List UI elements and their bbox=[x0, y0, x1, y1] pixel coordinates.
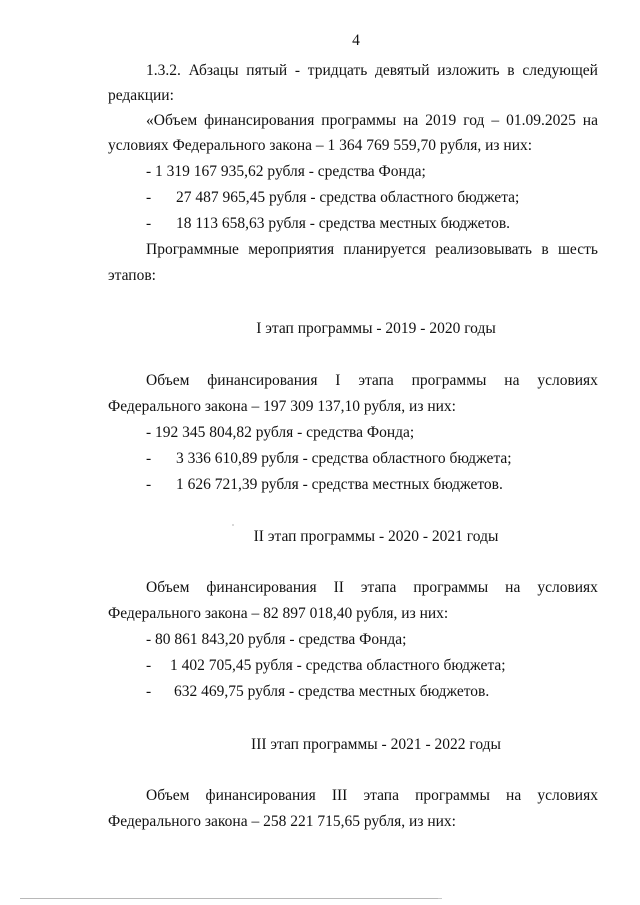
scan-edge-line bbox=[20, 898, 440, 899]
word: финансирования bbox=[204, 112, 315, 129]
scan-artifact bbox=[232, 524, 234, 526]
word: программы bbox=[411, 372, 487, 389]
stage-1-regional bbox=[146, 449, 512, 469]
stage-1-fund: - 192 345 804,82 рубля - средства Фонда; bbox=[146, 424, 415, 441]
program-total-line-1 bbox=[146, 111, 598, 131]
word: 2019 bbox=[425, 112, 457, 129]
program-total-regional bbox=[146, 188, 519, 208]
word: на bbox=[504, 372, 520, 389]
word: программы bbox=[415, 787, 490, 804]
word: I bbox=[335, 372, 341, 389]
word: этапа bbox=[363, 787, 399, 804]
item-text: 27 487 965,45 рубля - средства областного бюджета; bbox=[176, 189, 520, 206]
item-text: 632 469,75 рубля - средства местных бюджетов. bbox=[174, 683, 490, 700]
word: финансирования bbox=[207, 372, 318, 389]
word: финансирования bbox=[206, 579, 317, 596]
list-dash: - bbox=[146, 215, 152, 232]
word: Объем bbox=[146, 372, 190, 389]
list-dash: - bbox=[146, 450, 152, 467]
stage-2-local bbox=[146, 682, 489, 702]
word: Объем bbox=[146, 579, 190, 596]
stage-1-local bbox=[146, 475, 503, 495]
list-dash: - bbox=[146, 189, 152, 206]
stage-3-heading: III этап программы - 2021 - 2022 годы bbox=[251, 736, 501, 753]
list-dash: - bbox=[146, 476, 152, 493]
list-dash: - bbox=[146, 657, 152, 674]
word: программы bbox=[413, 579, 489, 596]
word: 01.09.2025 bbox=[506, 112, 576, 129]
program-total-fund: - 1 319 167 935,62 рубля - средства Фонда; bbox=[146, 163, 426, 180]
word: в bbox=[541, 241, 549, 258]
stage-2-line-2: Федерального закона – 82 897 018,40 рубля, из них: bbox=[108, 605, 449, 622]
stages-intro-line-1 bbox=[146, 240, 598, 260]
item-text: 1 402 705,45 рубля - средства областного бюджета; bbox=[170, 657, 506, 674]
stage-3-line-2: Федерального закона – 258 221 715,65 рубля, из них: bbox=[108, 813, 456, 830]
stage-1-heading: I этап программы - 2019 - 2020 годы bbox=[256, 320, 496, 337]
word: тридцать bbox=[307, 62, 368, 79]
word: следующей bbox=[522, 62, 598, 79]
item-text: 18 113 658,63 рубля - средства местных бюджетов. bbox=[176, 215, 511, 232]
word: Программные bbox=[146, 241, 239, 258]
program-total-local bbox=[146, 214, 510, 234]
intro-line-2: редакции: bbox=[108, 87, 174, 104]
stage-1-line-1 bbox=[146, 371, 598, 391]
word: программы bbox=[321, 112, 397, 129]
word: III bbox=[331, 787, 348, 804]
word: – bbox=[491, 112, 500, 129]
word: на bbox=[582, 112, 598, 129]
word: планируется bbox=[343, 241, 426, 258]
word: на bbox=[505, 579, 521, 596]
word: на bbox=[506, 787, 522, 804]
word: этапа bbox=[358, 372, 394, 389]
stage-3-line-1 bbox=[146, 786, 598, 806]
stage-1-line-2: Федерального закона – 197 309 137,10 рубля, из них: bbox=[108, 398, 456, 415]
word: 1.3.2. bbox=[146, 62, 181, 79]
word: в bbox=[507, 62, 515, 79]
word: «Объем bbox=[146, 112, 198, 129]
intro-line-1 bbox=[146, 61, 598, 81]
item-text: 3 336 610,89 рубля - средства областного бюджета; bbox=[176, 450, 512, 467]
word: условиях bbox=[537, 579, 598, 596]
word: шесть bbox=[558, 241, 598, 258]
word: пятый bbox=[246, 62, 288, 79]
stage-2-fund: - 80 861 843,20 рубля - средства Фонда; bbox=[146, 631, 407, 648]
item-text: 1 626 721,39 рубля - средства местных бюджетов. bbox=[176, 476, 503, 493]
word: условиях bbox=[537, 787, 598, 804]
word: финансирования bbox=[205, 787, 316, 804]
stage-2-line-1 bbox=[146, 578, 598, 598]
stage-2-regional bbox=[146, 656, 506, 676]
word: реализовывать bbox=[435, 241, 533, 258]
program-total-line-2: условиях Федерального закона – 1 364 769 559,70 рубля, из них: bbox=[108, 137, 533, 154]
word: условиях bbox=[537, 372, 598, 389]
word: на bbox=[403, 112, 419, 129]
stages-intro-line-2: этапов: bbox=[108, 267, 156, 284]
word: этапа bbox=[360, 579, 397, 596]
word: мероприятия bbox=[248, 241, 335, 258]
word: II bbox=[333, 579, 344, 596]
word: год bbox=[463, 112, 485, 129]
page-number: 4 bbox=[352, 32, 360, 49]
word: Абзацы bbox=[188, 62, 239, 79]
list-dash: - bbox=[146, 683, 152, 700]
word: изложить bbox=[437, 62, 500, 79]
scan-edge-mark bbox=[438, 898, 442, 899]
stage-2-heading: II этап программы - 2020 - 2021 годы bbox=[253, 528, 499, 545]
word: Объем bbox=[146, 787, 190, 804]
word: - bbox=[294, 62, 301, 79]
word: девятый bbox=[375, 62, 430, 79]
